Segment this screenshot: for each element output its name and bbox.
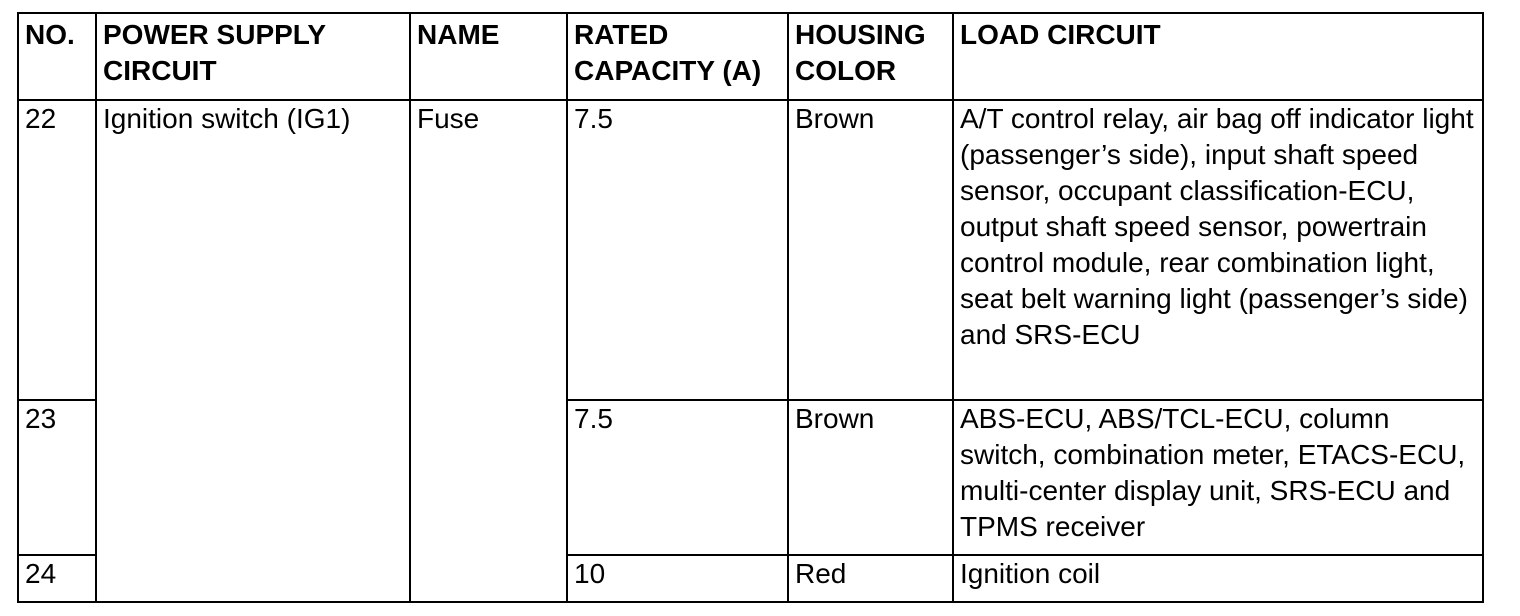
header-no: NO. [18, 13, 96, 100]
cell-no: 22 [18, 100, 96, 400]
fuse-table [17, 12, 1484, 603]
header-rated-capacity: RATED CAPACITY (A) [567, 13, 788, 100]
cell-housing-color: Brown [788, 400, 953, 555]
cell-power-supply-circuit: Ignition switch (IG1) [96, 100, 410, 602]
cell-name: Fuse [410, 100, 567, 602]
cell-rated-capacity: 7.5 [567, 100, 788, 400]
cell-rated-capacity: 10 [567, 555, 788, 602]
header-name: NAME [410, 13, 567, 100]
cell-housing-color: Brown [788, 100, 953, 400]
header-power-supply-circuit: POWER SUPPLY CIRCUIT [96, 13, 410, 100]
table-row [18, 100, 1483, 400]
header-load-circuit: LOAD CIRCUIT [953, 13, 1483, 100]
cell-rated-capacity: 7.5 [567, 400, 788, 555]
cell-load-circuit: ABS-ECU, ABS/TCL-ECU, column switch, combination meter, ETACS-ECU, multi-center display unit, SRS-ECU and TPMS receiver [953, 400, 1483, 555]
cell-no: 23 [18, 400, 96, 555]
cell-load-circuit: Ignition coil [953, 555, 1483, 602]
table-header-row [18, 13, 1483, 100]
cell-no: 24 [18, 555, 96, 602]
cell-load-circuit: A/T control relay, air bag off indicator light (passenger’s side), input shaft speed sensor, occupant classification-ECU, output shaft speed sensor, powertrain control module, rear combination light, seat belt warning light (passenger’s side) and SRS-ECU [953, 100, 1483, 400]
header-housing-color: HOUSING COLOR [788, 13, 953, 100]
cell-housing-color: Red [788, 555, 953, 602]
